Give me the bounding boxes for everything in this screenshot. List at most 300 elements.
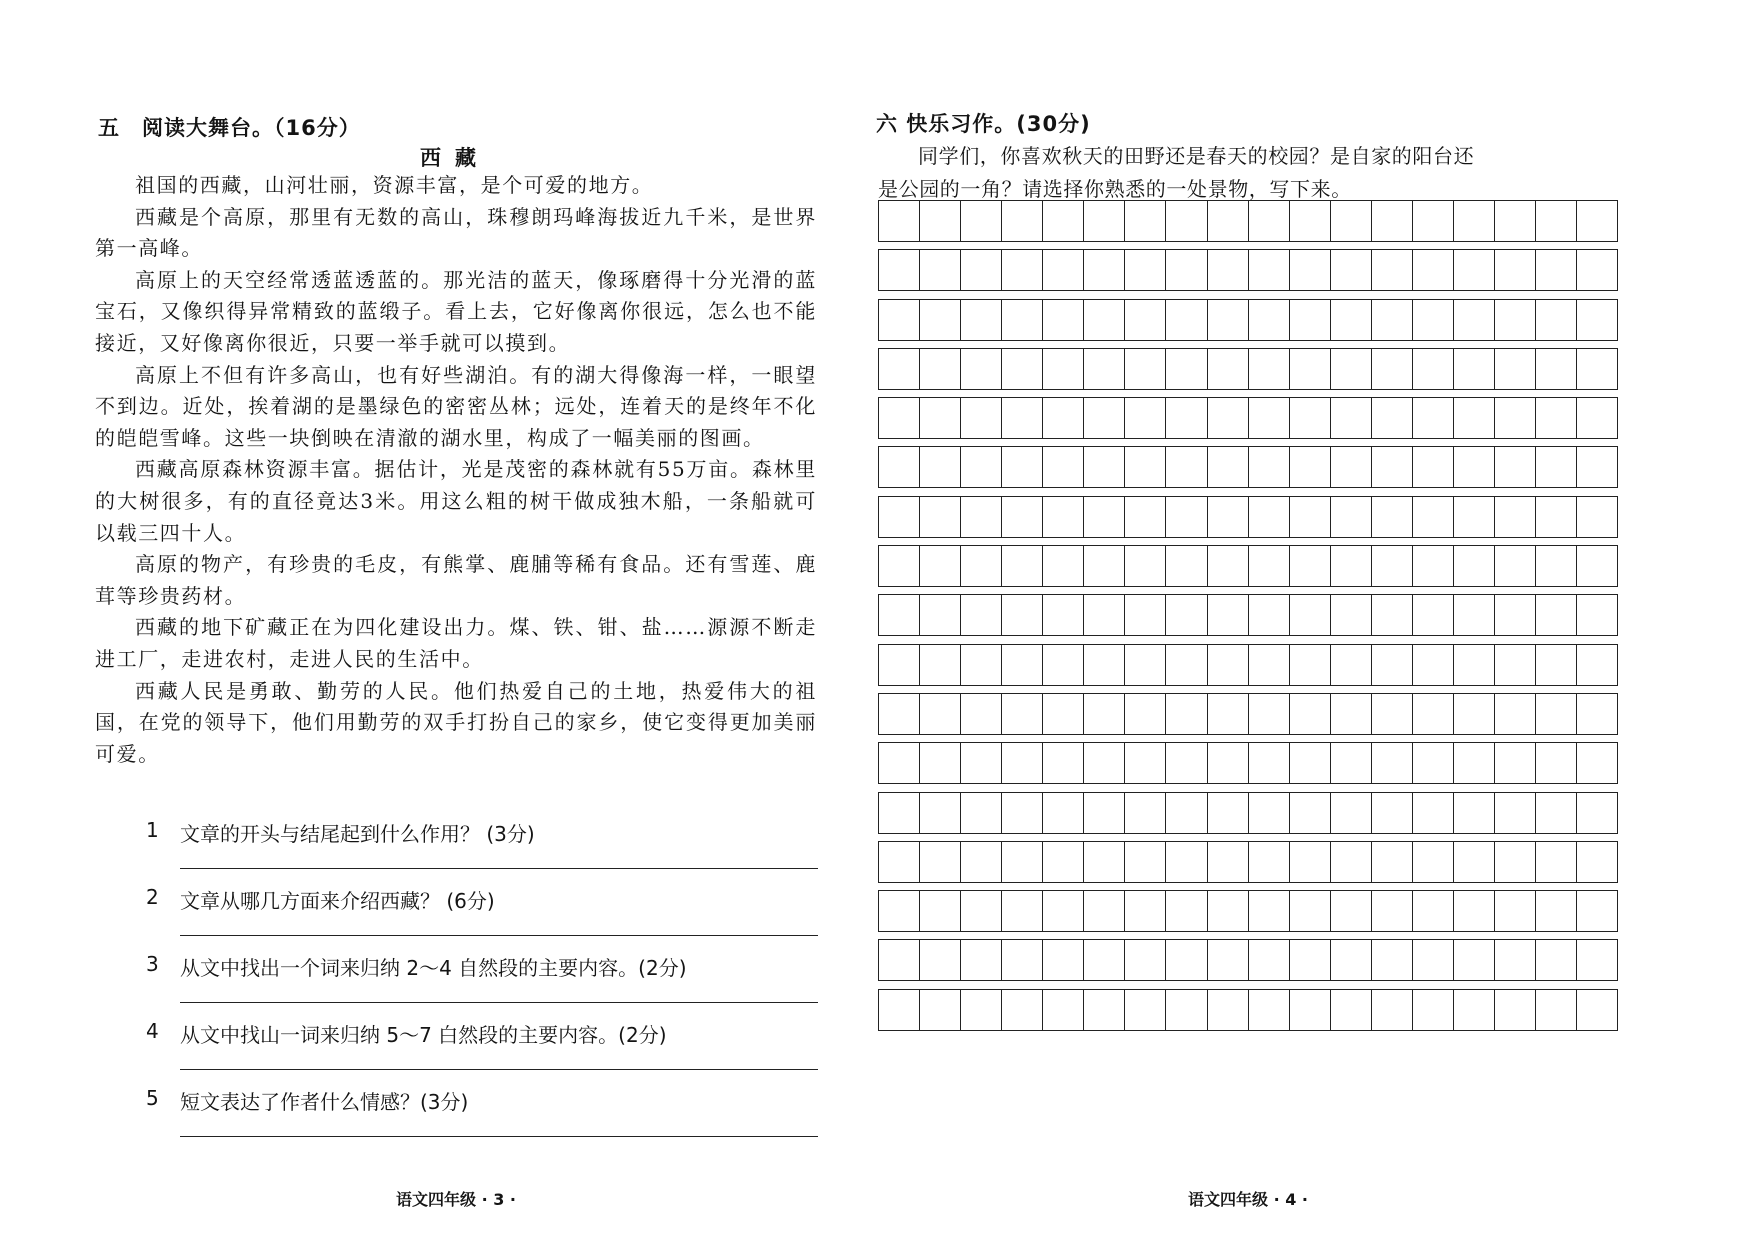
grid-cell[interactable]: [1208, 447, 1249, 487]
grid-cell[interactable]: [1043, 842, 1084, 882]
grid-cell[interactable]: [879, 250, 920, 290]
grid-cell[interactable]: [1043, 447, 1084, 487]
grid-cell[interactable]: [1577, 546, 1618, 586]
grid-cell[interactable]: [1372, 300, 1413, 340]
grid-cell[interactable]: [1208, 645, 1249, 685]
grid-cell[interactable]: [1249, 250, 1290, 290]
grid-cell[interactable]: [961, 694, 1002, 734]
grid-cell[interactable]: [1536, 940, 1577, 980]
grid-cell[interactable]: [1577, 743, 1618, 783]
grid-cell[interactable]: [1454, 694, 1495, 734]
grid-cell[interactable]: [1166, 250, 1207, 290]
grid-cell[interactable]: [1454, 842, 1495, 882]
grid-cell[interactable]: [1290, 793, 1331, 833]
grid-cell[interactable]: [1208, 201, 1249, 241]
grid-cell[interactable]: [1208, 793, 1249, 833]
grid-cell[interactable]: [1125, 300, 1166, 340]
grid-cell[interactable]: [920, 595, 961, 635]
grid-cell[interactable]: [1002, 398, 1043, 438]
grid-cell[interactable]: [1536, 891, 1577, 931]
grid-cell[interactable]: [1208, 891, 1249, 931]
grid-cell[interactable]: [920, 891, 961, 931]
grid-cell[interactable]: [1331, 842, 1372, 882]
grid-cell[interactable]: [879, 842, 920, 882]
grid-cell[interactable]: [1043, 891, 1084, 931]
grid-cell[interactable]: [920, 300, 961, 340]
grid-cell[interactable]: [961, 300, 1002, 340]
grid-cell[interactable]: [1372, 497, 1413, 537]
grid-cell[interactable]: [1536, 595, 1577, 635]
grid-cell[interactable]: [1166, 349, 1207, 389]
grid-cell[interactable]: [920, 250, 961, 290]
grid-cell[interactable]: [1084, 694, 1125, 734]
grid-cell[interactable]: [961, 447, 1002, 487]
grid-cell[interactable]: [1495, 497, 1536, 537]
grid-cell[interactable]: [1249, 349, 1290, 389]
grid-cell[interactable]: [1413, 940, 1454, 980]
grid-cell[interactable]: [1002, 743, 1043, 783]
grid-cell[interactable]: [1166, 398, 1207, 438]
grid-cell[interactable]: [1125, 645, 1166, 685]
grid-cell[interactable]: [1002, 940, 1043, 980]
grid-cell[interactable]: [1125, 793, 1166, 833]
grid-cell[interactable]: [1454, 300, 1495, 340]
grid-cell[interactable]: [1166, 645, 1207, 685]
grid-cell[interactable]: [1002, 891, 1043, 931]
grid-cell[interactable]: [920, 743, 961, 783]
grid-cell[interactable]: [920, 793, 961, 833]
grid-cell[interactable]: [961, 990, 1002, 1030]
grid-cell[interactable]: [1372, 940, 1413, 980]
grid-cell[interactable]: [1495, 743, 1536, 783]
grid-cell[interactable]: [920, 645, 961, 685]
grid-cell[interactable]: [1495, 842, 1536, 882]
grid-cell[interactable]: [1166, 891, 1207, 931]
grid-cell[interactable]: [1084, 497, 1125, 537]
grid-cell[interactable]: [1413, 349, 1454, 389]
grid-cell[interactable]: [1495, 300, 1536, 340]
grid-cell[interactable]: [920, 497, 961, 537]
grid-cell[interactable]: [879, 743, 920, 783]
grid-cell[interactable]: [1208, 250, 1249, 290]
grid-cell[interactable]: [961, 793, 1002, 833]
grid-cell[interactable]: [961, 250, 1002, 290]
grid-cell[interactable]: [1536, 349, 1577, 389]
grid-cell[interactable]: [1208, 694, 1249, 734]
grid-cell[interactable]: [1125, 201, 1166, 241]
grid-cell[interactable]: [1372, 201, 1413, 241]
grid-cell[interactable]: [1331, 201, 1372, 241]
grid-cell[interactable]: [1577, 595, 1618, 635]
grid-cell[interactable]: [1536, 398, 1577, 438]
grid-cell[interactable]: [1208, 349, 1249, 389]
grid-cell[interactable]: [1043, 398, 1084, 438]
grid-cell[interactable]: [1331, 990, 1372, 1030]
grid-cell[interactable]: [1536, 842, 1577, 882]
grid-cell[interactable]: [1372, 349, 1413, 389]
grid-cell[interactable]: [1084, 595, 1125, 635]
grid-cell[interactable]: [1372, 546, 1413, 586]
grid-cell[interactable]: [1125, 250, 1166, 290]
grid-cell[interactable]: [1084, 743, 1125, 783]
grid-cell[interactable]: [1372, 842, 1413, 882]
grid-cell[interactable]: [1084, 990, 1125, 1030]
grid-cell[interactable]: [1249, 842, 1290, 882]
grid-cell[interactable]: [961, 595, 1002, 635]
grid-cell[interactable]: [1372, 694, 1413, 734]
grid-cell[interactable]: [1166, 940, 1207, 980]
grid-cell[interactable]: [1043, 497, 1084, 537]
grid-cell[interactable]: [1002, 447, 1043, 487]
grid-cell[interactable]: [1043, 694, 1084, 734]
grid-cell[interactable]: [961, 645, 1002, 685]
grid-cell[interactable]: [1536, 250, 1577, 290]
grid-cell[interactable]: [1249, 940, 1290, 980]
grid-cell[interactable]: [1166, 447, 1207, 487]
grid-cell[interactable]: [1166, 990, 1207, 1030]
grid-cell[interactable]: [879, 891, 920, 931]
grid-cell[interactable]: [1002, 250, 1043, 290]
grid-cell[interactable]: [1166, 595, 1207, 635]
grid-cell[interactable]: [1536, 645, 1577, 685]
grid-cell[interactable]: [1249, 447, 1290, 487]
grid-cell[interactable]: [1125, 349, 1166, 389]
answer-line[interactable]: [180, 1069, 818, 1070]
grid-cell[interactable]: [1536, 793, 1577, 833]
grid-cell[interactable]: [1125, 842, 1166, 882]
grid-cell[interactable]: [1454, 793, 1495, 833]
grid-cell[interactable]: [920, 447, 961, 487]
grid-cell[interactable]: [1208, 940, 1249, 980]
grid-cell[interactable]: [1043, 793, 1084, 833]
grid-cell[interactable]: [1166, 842, 1207, 882]
grid-cell[interactable]: [1208, 300, 1249, 340]
grid-cell[interactable]: [1495, 595, 1536, 635]
grid-cell[interactable]: [1084, 793, 1125, 833]
grid-cell[interactable]: [1413, 595, 1454, 635]
grid-cell[interactable]: [1577, 990, 1618, 1030]
grid-cell[interactable]: [879, 694, 920, 734]
grid-cell[interactable]: [1536, 743, 1577, 783]
grid-cell[interactable]: [1290, 990, 1331, 1030]
grid-cell[interactable]: [1495, 398, 1536, 438]
grid-cell[interactable]: [1166, 497, 1207, 537]
grid-cell[interactable]: [1413, 842, 1454, 882]
grid-cell[interactable]: [1125, 694, 1166, 734]
grid-cell[interactable]: [1331, 447, 1372, 487]
grid-cell[interactable]: [1290, 842, 1331, 882]
grid-cell[interactable]: [1208, 990, 1249, 1030]
grid-cell[interactable]: [1208, 546, 1249, 586]
grid-cell[interactable]: [961, 497, 1002, 537]
grid-cell[interactable]: [879, 645, 920, 685]
grid-cell[interactable]: [1536, 694, 1577, 734]
grid-cell[interactable]: [1208, 398, 1249, 438]
grid-cell[interactable]: [1413, 793, 1454, 833]
grid-cell[interactable]: [920, 842, 961, 882]
grid-cell[interactable]: [920, 694, 961, 734]
grid-cell[interactable]: [1413, 300, 1454, 340]
grid-cell[interactable]: [1413, 891, 1454, 931]
grid-cell[interactable]: [1577, 250, 1618, 290]
grid-cell[interactable]: [879, 201, 920, 241]
grid-cell[interactable]: [920, 546, 961, 586]
grid-cell[interactable]: [1084, 201, 1125, 241]
grid-cell[interactable]: [1290, 891, 1331, 931]
grid-cell[interactable]: [1454, 940, 1495, 980]
grid-cell[interactable]: [1372, 595, 1413, 635]
grid-cell[interactable]: [1249, 891, 1290, 931]
grid-cell[interactable]: [1372, 990, 1413, 1030]
grid-cell[interactable]: [1413, 447, 1454, 487]
grid-cell[interactable]: [1454, 990, 1495, 1030]
grid-cell[interactable]: [1002, 694, 1043, 734]
grid-cell[interactable]: [961, 398, 1002, 438]
grid-cell[interactable]: [1249, 595, 1290, 635]
grid-cell[interactable]: [1454, 447, 1495, 487]
grid-cell[interactable]: [1331, 250, 1372, 290]
grid-cell[interactable]: [1331, 546, 1372, 586]
grid-cell[interactable]: [1331, 694, 1372, 734]
grid-cell[interactable]: [1495, 891, 1536, 931]
grid-cell[interactable]: [920, 201, 961, 241]
grid-cell[interactable]: [1084, 398, 1125, 438]
grid-cell[interactable]: [1413, 645, 1454, 685]
grid-cell[interactable]: [1290, 497, 1331, 537]
grid-cell[interactable]: [1166, 546, 1207, 586]
grid-cell[interactable]: [1249, 990, 1290, 1030]
grid-cell[interactable]: [1577, 842, 1618, 882]
grid-cell[interactable]: [961, 546, 1002, 586]
grid-cell[interactable]: [920, 349, 961, 389]
grid-cell[interactable]: [1495, 250, 1536, 290]
grid-cell[interactable]: [879, 940, 920, 980]
grid-cell[interactable]: [1290, 398, 1331, 438]
grid-cell[interactable]: [1577, 694, 1618, 734]
grid-cell[interactable]: [1043, 201, 1084, 241]
grid-cell[interactable]: [1043, 645, 1084, 685]
grid-cell[interactable]: [1249, 497, 1290, 537]
grid-cell[interactable]: [1413, 990, 1454, 1030]
grid-cell[interactable]: [1577, 447, 1618, 487]
grid-cell[interactable]: [1002, 645, 1043, 685]
grid-cell[interactable]: [1577, 940, 1618, 980]
grid-cell[interactable]: [1536, 300, 1577, 340]
grid-cell[interactable]: [1536, 447, 1577, 487]
grid-cell[interactable]: [1577, 891, 1618, 931]
grid-cell[interactable]: [1084, 250, 1125, 290]
grid-cell[interactable]: [1290, 201, 1331, 241]
grid-cell[interactable]: [1125, 743, 1166, 783]
answer-line[interactable]: [180, 868, 818, 869]
grid-cell[interactable]: [1290, 250, 1331, 290]
grid-cell[interactable]: [1331, 595, 1372, 635]
grid-cell[interactable]: [879, 990, 920, 1030]
grid-cell[interactable]: [1454, 891, 1495, 931]
grid-cell[interactable]: [1125, 940, 1166, 980]
grid-cell[interactable]: [1372, 793, 1413, 833]
grid-cell[interactable]: [920, 990, 961, 1030]
grid-cell[interactable]: [1372, 447, 1413, 487]
grid-cell[interactable]: [1413, 497, 1454, 537]
grid-cell[interactable]: [879, 447, 920, 487]
grid-cell[interactable]: [1290, 447, 1331, 487]
grid-cell[interactable]: [1372, 645, 1413, 685]
grid-cell[interactable]: [1331, 940, 1372, 980]
grid-cell[interactable]: [1208, 743, 1249, 783]
grid-cell[interactable]: [879, 595, 920, 635]
grid-cell[interactable]: [879, 546, 920, 586]
grid-cell[interactable]: [1084, 300, 1125, 340]
grid-cell[interactable]: [1577, 497, 1618, 537]
grid-cell[interactable]: [1413, 546, 1454, 586]
grid-cell[interactable]: [1249, 300, 1290, 340]
grid-cell[interactable]: [1495, 694, 1536, 734]
grid-cell[interactable]: [1125, 891, 1166, 931]
grid-cell[interactable]: [1331, 793, 1372, 833]
grid-cell[interactable]: [1249, 201, 1290, 241]
grid-cell[interactable]: [1043, 250, 1084, 290]
grid-cell[interactable]: [1495, 546, 1536, 586]
grid-cell[interactable]: [1125, 497, 1166, 537]
grid-cell[interactable]: [1290, 595, 1331, 635]
grid-cell[interactable]: [1043, 990, 1084, 1030]
grid-cell[interactable]: [1331, 743, 1372, 783]
writing-grid[interactable]: [878, 200, 1618, 1038]
grid-cell[interactable]: [1125, 398, 1166, 438]
grid-cell[interactable]: [1577, 349, 1618, 389]
grid-cell[interactable]: [1166, 694, 1207, 734]
grid-cell[interactable]: [1454, 398, 1495, 438]
grid-cell[interactable]: [1413, 201, 1454, 241]
grid-cell[interactable]: [1413, 743, 1454, 783]
grid-cell[interactable]: [1084, 447, 1125, 487]
grid-cell[interactable]: [1495, 940, 1536, 980]
grid-cell[interactable]: [1249, 694, 1290, 734]
grid-cell[interactable]: [1043, 300, 1084, 340]
grid-cell[interactable]: [1002, 546, 1043, 586]
grid-cell[interactable]: [961, 891, 1002, 931]
grid-cell[interactable]: [1249, 398, 1290, 438]
grid-cell[interactable]: [1454, 546, 1495, 586]
grid-cell[interactable]: [1331, 398, 1372, 438]
grid-cell[interactable]: [1413, 250, 1454, 290]
grid-cell[interactable]: [1166, 300, 1207, 340]
grid-cell[interactable]: [1536, 546, 1577, 586]
grid-cell[interactable]: [1495, 990, 1536, 1030]
grid-cell[interactable]: [1166, 201, 1207, 241]
grid-cell[interactable]: [1331, 891, 1372, 931]
grid-cell[interactable]: [1495, 349, 1536, 389]
grid-cell[interactable]: [1331, 497, 1372, 537]
grid-cell[interactable]: [1043, 940, 1084, 980]
grid-cell[interactable]: [1043, 349, 1084, 389]
grid-cell[interactable]: [920, 398, 961, 438]
grid-cell[interactable]: [1208, 842, 1249, 882]
grid-cell[interactable]: [1125, 546, 1166, 586]
grid-cell[interactable]: [1290, 300, 1331, 340]
grid-cell[interactable]: [1002, 201, 1043, 241]
grid-cell[interactable]: [1084, 891, 1125, 931]
grid-cell[interactable]: [1002, 300, 1043, 340]
grid-cell[interactable]: [1331, 645, 1372, 685]
grid-cell[interactable]: [1084, 645, 1125, 685]
grid-cell[interactable]: [1495, 447, 1536, 487]
grid-cell[interactable]: [1454, 349, 1495, 389]
grid-cell[interactable]: [1002, 842, 1043, 882]
grid-cell[interactable]: [1002, 595, 1043, 635]
grid-cell[interactable]: [1372, 743, 1413, 783]
grid-cell[interactable]: [1372, 891, 1413, 931]
grid-cell[interactable]: [1454, 250, 1495, 290]
grid-cell[interactable]: [1454, 645, 1495, 685]
grid-cell[interactable]: [1372, 250, 1413, 290]
grid-cell[interactable]: [879, 793, 920, 833]
grid-cell[interactable]: [1577, 398, 1618, 438]
grid-cell[interactable]: [1084, 546, 1125, 586]
grid-cell[interactable]: [1084, 940, 1125, 980]
grid-cell[interactable]: [1536, 990, 1577, 1030]
grid-cell[interactable]: [879, 349, 920, 389]
grid-cell[interactable]: [1002, 990, 1043, 1030]
grid-cell[interactable]: [961, 201, 1002, 241]
grid-cell[interactable]: [1536, 497, 1577, 537]
answer-line[interactable]: [180, 1002, 818, 1003]
grid-cell[interactable]: [1331, 300, 1372, 340]
grid-cell[interactable]: [1577, 793, 1618, 833]
grid-cell[interactable]: [879, 398, 920, 438]
grid-cell[interactable]: [1577, 201, 1618, 241]
grid-cell[interactable]: [1208, 595, 1249, 635]
grid-cell[interactable]: [1290, 349, 1331, 389]
grid-cell[interactable]: [1249, 743, 1290, 783]
grid-cell[interactable]: [1454, 497, 1495, 537]
grid-cell[interactable]: [1166, 793, 1207, 833]
grid-cell[interactable]: [1495, 793, 1536, 833]
grid-cell[interactable]: [1495, 645, 1536, 685]
grid-cell[interactable]: [1084, 349, 1125, 389]
grid-cell[interactable]: [1249, 645, 1290, 685]
answer-line[interactable]: [180, 1136, 818, 1137]
grid-cell[interactable]: [961, 743, 1002, 783]
grid-cell[interactable]: [1495, 201, 1536, 241]
answer-line[interactable]: [180, 935, 818, 936]
grid-cell[interactable]: [920, 940, 961, 980]
grid-cell[interactable]: [879, 497, 920, 537]
grid-cell[interactable]: [1290, 645, 1331, 685]
grid-cell[interactable]: [1125, 447, 1166, 487]
grid-cell[interactable]: [1454, 595, 1495, 635]
grid-cell[interactable]: [1166, 743, 1207, 783]
grid-cell[interactable]: [1002, 349, 1043, 389]
grid-cell[interactable]: [1249, 546, 1290, 586]
grid-cell[interactable]: [1290, 940, 1331, 980]
grid-cell[interactable]: [1002, 497, 1043, 537]
grid-cell[interactable]: [1413, 694, 1454, 734]
grid-cell[interactable]: [1125, 990, 1166, 1030]
grid-cell[interactable]: [1577, 300, 1618, 340]
grid-cell[interactable]: [1454, 743, 1495, 783]
grid-cell[interactable]: [1331, 349, 1372, 389]
grid-cell[interactable]: [1249, 793, 1290, 833]
grid-cell[interactable]: [1454, 201, 1495, 241]
grid-cell[interactable]: [1084, 842, 1125, 882]
grid-cell[interactable]: [961, 940, 1002, 980]
grid-cell[interactable]: [1577, 645, 1618, 685]
grid-cell[interactable]: [1043, 743, 1084, 783]
grid-cell[interactable]: [1125, 595, 1166, 635]
grid-cell[interactable]: [1290, 546, 1331, 586]
